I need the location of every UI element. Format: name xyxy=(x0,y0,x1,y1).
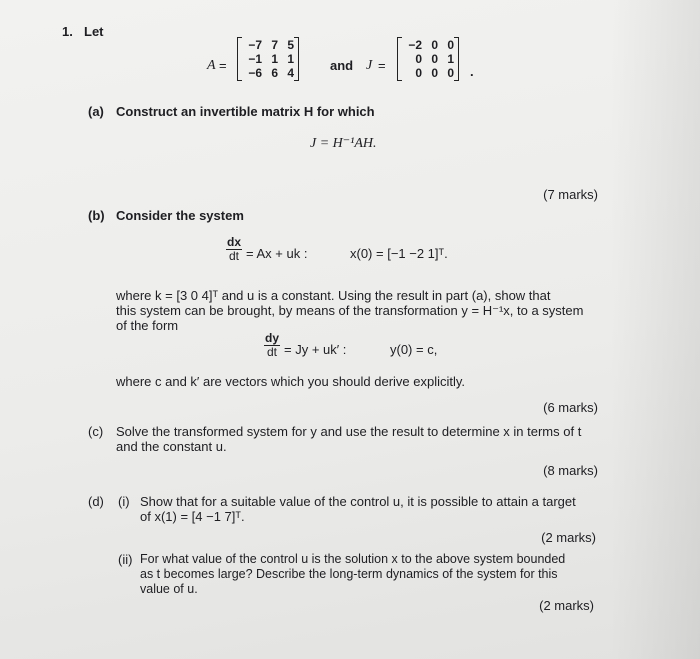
page-shadow xyxy=(610,0,700,659)
matrix-a-cell: 6 xyxy=(271,66,278,80)
eq1-initial: x(0) = [−1 −2 1]ᵀ. xyxy=(350,246,448,261)
dy-numerator: dy xyxy=(264,331,279,345)
matrix-j-cell: 0 xyxy=(447,38,454,52)
matrix-j-cell: 1 xyxy=(447,52,454,66)
part-b-marks: (6 marks) xyxy=(543,400,598,415)
part-d-i-line2: of x(1) = [4 −1 7]ᵀ. xyxy=(140,509,245,524)
part-b-label: (b) xyxy=(88,208,105,223)
matrix-a-cell: 5 xyxy=(287,38,294,52)
part-c-line2: and the constant u. xyxy=(116,439,227,454)
part-d-i-line1: Show that for a suitable value of the control u, it is possible to attain a target xyxy=(140,494,576,509)
part-d-ii-label: (ii) xyxy=(118,552,133,567)
matrix-j-cell: −2 xyxy=(408,38,422,52)
part-b-line4: where c and k′ are vectors which you should derive explicitly. xyxy=(116,374,466,389)
matrix-a-cell: 4 xyxy=(287,66,294,80)
dt-denominator: dt xyxy=(266,345,277,359)
part-d-ii-line2: as t becomes large? Describe the long-term dynamics of the system for this xyxy=(140,567,558,581)
part-c-marks: (8 marks) xyxy=(543,463,598,478)
matrix-j-cell: 0 xyxy=(431,52,438,66)
matrix-j-cell: 0 xyxy=(415,52,422,66)
question-let: Let xyxy=(84,24,104,39)
matrix-j-cell: 0 xyxy=(447,66,454,80)
part-d-i-marks: (2 marks) xyxy=(541,530,596,545)
dy-dt-fraction xyxy=(264,332,280,359)
part-d-label: (d) xyxy=(88,494,104,509)
part-b-line3: of the form xyxy=(116,318,179,333)
part-b-text: Consider the system xyxy=(116,208,244,223)
part-a-formula: J = H⁻¹AH. xyxy=(310,136,377,151)
dx-numerator: dx xyxy=(226,235,241,249)
matrix-j xyxy=(397,37,459,81)
matrix-period: . xyxy=(470,64,474,79)
dx-dt-fraction xyxy=(226,236,242,263)
eq2-rhs: = Jy + uk′ : xyxy=(284,342,347,357)
and-text: and xyxy=(330,58,354,73)
matrix-a-cell: 1 xyxy=(271,52,278,66)
part-c-label: (c) xyxy=(88,424,104,439)
part-b-line2: this system can be brought, by means of the transformation y = H⁻¹x, to a system xyxy=(116,303,584,318)
matrix-j-label: J xyxy=(366,58,373,73)
eq1-rhs: = Ax + uk : xyxy=(246,246,308,261)
matrix-a xyxy=(237,37,299,81)
matrix-j-cell: 0 xyxy=(415,66,422,80)
matrix-j-cell: 0 xyxy=(431,66,438,80)
matrix-a-cell: −7 xyxy=(248,38,262,52)
part-a-label: (a) xyxy=(88,104,104,119)
question-number: 1. xyxy=(62,24,73,39)
equals-sign-a: = xyxy=(219,58,227,73)
part-a-text: Construct an invertible matrix H for which xyxy=(116,104,375,119)
matrix-a-cell: 1 xyxy=(287,52,294,66)
part-c-line1: Solve the transformed system for y and use the result to determine x in terms of t xyxy=(116,424,582,439)
part-d-ii-line3: value of u. xyxy=(140,582,198,596)
eq2-initial: y(0) = c, xyxy=(390,342,438,357)
dt-denominator: dt xyxy=(228,249,239,263)
matrix-a-cell: −1 xyxy=(248,52,262,66)
part-b-line1: where k = [3 0 4]ᵀ and u is a constant. Using the result in part (a), show that xyxy=(116,288,551,303)
matrix-a-label: A xyxy=(207,58,216,73)
equals-sign-j: = xyxy=(378,58,386,73)
matrix-a-cell: −6 xyxy=(248,66,262,80)
matrix-a-cell: 7 xyxy=(271,38,278,52)
part-a-marks: (7 marks) xyxy=(543,187,598,202)
part-d-ii-line1: For what value of the control u is the solution x to the above system bounded xyxy=(140,552,566,566)
part-d-ii-marks: (2 marks) xyxy=(539,598,594,613)
part-d-i-label: (i) xyxy=(118,494,130,509)
matrix-j-cell: 0 xyxy=(431,38,438,52)
